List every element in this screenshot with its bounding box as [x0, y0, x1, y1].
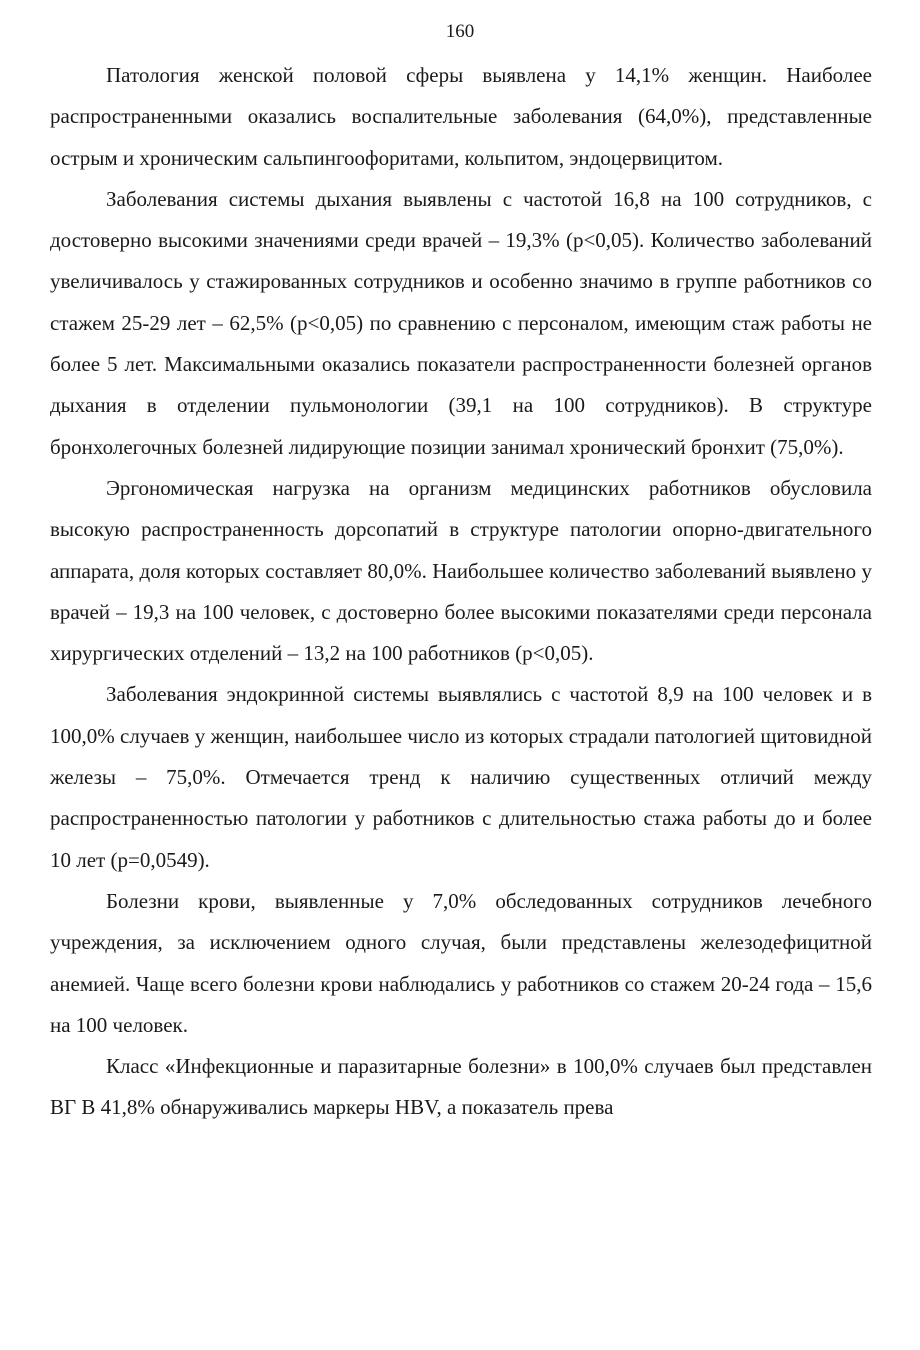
paragraph-endocrine-diseases: Заболевания эндокринной системы выявлялись с частотой 8,9 на 100 человек и в 100,0% случаев у женщин, наибольшее число из которых страдали патологией щитовидной железы – 75,0%. Отмечается тренд к наличию существенных отличий между распространенностью патологии у работников с длительностью стажа работы до и более 10 лет (р=0,0549).: [50, 682, 872, 872]
paragraph-respiratory-diseases: Заболевания системы дыхания выявлены с частотой 16,8 на 100 сотрудников, с достоверно высокими значениями среди врачей – 19,3% (р<0,05). Количество заболеваний увеличивалось у стажированных сотрудников и особенно значимо в группе работников со стажем 25-29 лет – 62,5% (р<0,05) по сравнению с персоналом, имеющим стаж работы не более 5 лет. Максимальными оказались показатели распространенности болезней органов дыхания в отделении пульмонологии (39,1 на 100 сотрудников). В структуре бронхолегочных болезней лидирующие позиции занимал хронический бронхит (75,0%).: [50, 186, 872, 459]
page-number: 160: [445, 21, 475, 42]
body-text: [50, 55, 872, 1129]
paragraph-dorsopathies: Эргономическая нагрузка на организм медицинских работников обусловила высокую распространенность дорсопатий в структуре патологии опорно-двигательного аппарата, доля которых составляет 80,0%. Наибольшее количество заболеваний выявлено у врачей – 19,3 на 100 человек, с достоверно более высокими показателями среди персонала хирургических отделений – 13,2 на 100 работников (р<0,05).: [50, 475, 872, 666]
paragraph-female-pathology: Патология женской половой сферы выявлена у 14,1% женщин. Наиболее распространенными оказались воспалительные заболевания (64,0%), представленные острым и хроническим сальпингоофоритами, кольпитом, эндоцервицитом.: [50, 63, 872, 170]
paragraph-blood-diseases: Болезни крови, выявленные у 7,0% обследованных сотрудников лечебного учреждения, за исключением одного случая, были представлены железодефицитной анемией. Чаще всего болезни крови наблюдались у работников со стажем 20-24 года – 15,6 на 100 человек.: [50, 888, 872, 1037]
paragraph-infectious-diseases: Класс «Инфекционные и паразитарные болезни» в 100,0% случаев был представлен ВГ В 41,8% обнаруживались маркеры HBV, а показатель прева: [50, 1054, 872, 1120]
